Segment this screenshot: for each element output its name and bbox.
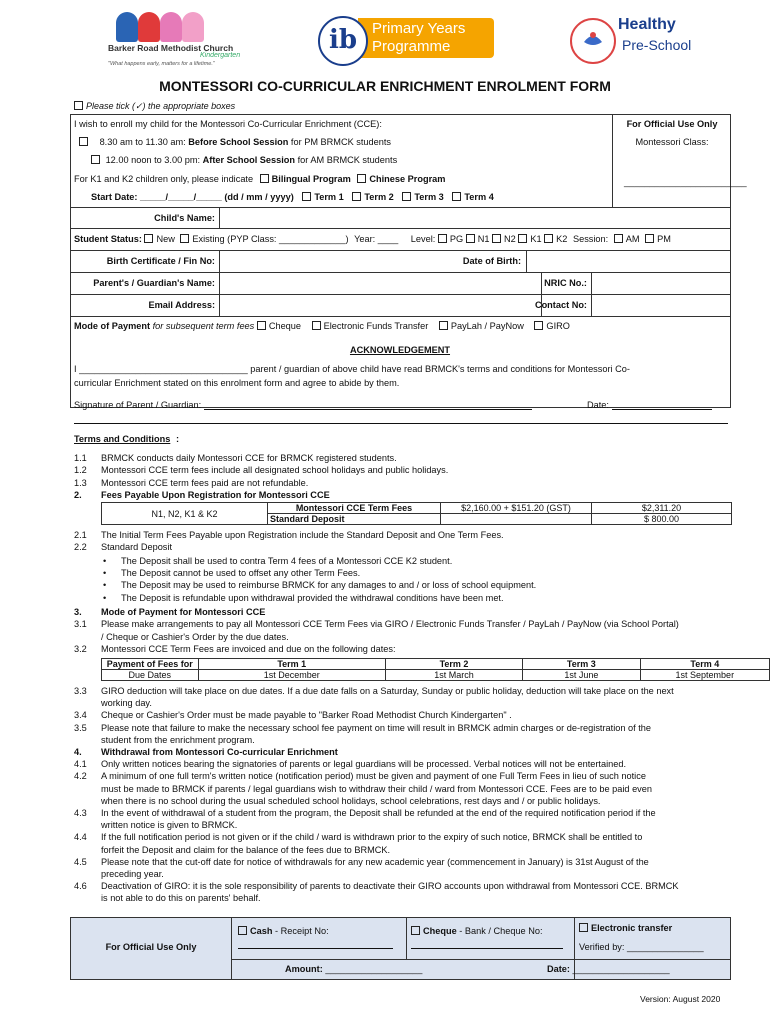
contact-label: Contact No: — [534, 300, 587, 310]
existing-label: Existing (PYP Class: _____________) — [192, 234, 349, 244]
term-number: 2.1 — [74, 530, 87, 540]
divider — [231, 959, 730, 960]
n2-label: N2 — [504, 234, 516, 244]
student-status-label: Student Status: — [74, 234, 142, 244]
am-label: AM — [625, 234, 640, 244]
term-number: 4.2 — [74, 771, 87, 782]
due-dates-table — [101, 658, 770, 681]
official-cheque-rest: - Bank / Cheque No: — [459, 926, 543, 936]
term-number: 4. — [74, 747, 82, 757]
email-label: Email Address: — [148, 300, 215, 310]
checkbox-paylah[interactable] — [439, 321, 448, 330]
brmck-name: Barker Road Methodist Church — [108, 43, 234, 53]
term-number: 1.2 — [74, 465, 87, 476]
child-figure-icon — [160, 12, 182, 42]
checkbox-cheque[interactable] — [257, 321, 266, 330]
term-number: 2. — [74, 489, 82, 500]
term-number: 4.4 — [74, 832, 87, 843]
checkbox-am[interactable] — [614, 234, 623, 243]
term-text: Only written notices bearing the signatories of parents or legal guardians will be processed. Verbal notices will not be entertained. — [101, 759, 627, 770]
term-number: 3. — [74, 607, 82, 617]
contact-field[interactable] — [595, 297, 725, 313]
due-header-cell: Term 4 — [640, 659, 769, 670]
enrol-intro: I wish to enroll my child for the Montessori Co-Curricular Enrichment (CCE): — [74, 119, 382, 129]
term-number: 4.6 — [74, 881, 87, 892]
term3-label: Term 3 — [414, 192, 444, 202]
cash-field[interactable] — [238, 940, 393, 949]
tick-note-text: Please tick (✓) the appropriate boxes — [86, 101, 236, 111]
birth-cert-label: Birth Certificate / Fin No: — [106, 256, 215, 266]
term-text: A minimum of one full term's written notice (notification period) must be given and payment of one Full Term Fees in lieu of such notice — [101, 771, 646, 782]
fee-deposit-label: Standard Deposit — [268, 514, 441, 525]
term-number: 4.1 — [74, 759, 87, 770]
term-number: 3.2 — [74, 643, 87, 654]
fee-term-total: $2,311.20 — [592, 503, 732, 514]
term-text: working day. — [101, 698, 152, 709]
eft-label: Electronic Funds Transfer — [323, 321, 429, 331]
term-text: preceding year. — [101, 869, 164, 879]
new-label: New — [156, 234, 175, 244]
verified-by[interactable]: Verified by: _______________ — [579, 942, 704, 952]
term-text: Please note that failure to make the necessary school fee payment on time will result in BRMCK admin charges or de-registration of the — [101, 722, 651, 733]
opt1-bold: Before School Session — [188, 137, 289, 147]
divider — [71, 316, 730, 317]
due-date-cell: 1st June — [523, 670, 640, 681]
term-text: Montessori CCE term fees paid are not refundable. — [101, 477, 309, 488]
due-header-cell: Term 2 — [385, 659, 522, 670]
status-line — [74, 234, 671, 244]
ib-banner — [358, 18, 494, 58]
ack-title: ACKNOWLEDGEMENT — [349, 345, 451, 355]
fee-table — [101, 502, 732, 525]
ib-line1: Primary Years — [372, 20, 466, 37]
term-number: 2.2 — [74, 542, 87, 553]
official-title: For Official Use Only — [105, 942, 197, 952]
ib-pyp-logo — [318, 14, 494, 66]
divider — [526, 250, 527, 272]
k1-label: K1 — [530, 234, 542, 244]
payment-mode-line — [74, 321, 570, 331]
divider — [71, 250, 730, 251]
checkbox-pg[interactable] — [438, 234, 447, 243]
nric-field[interactable] — [595, 275, 725, 291]
checkbox-k1[interactable] — [518, 234, 527, 243]
brmck-logo — [108, 12, 258, 68]
term-text: BRMCK conducts daily Montessori CCE for BRMCK registered students. — [101, 453, 397, 463]
parent-name-label: Parent's / Guardian's Name: — [93, 278, 215, 288]
term-text: The Initial Term Fees Payable upon Registration include the Standard Deposit and One Term Fees. — [101, 530, 504, 540]
checkbox-before-school[interactable] — [79, 137, 88, 146]
term-text: must be made to BRMCK if parents / legal guardians wish to withdraw their child / ward from Montessori CCE. Fees are to be paid even — [101, 783, 652, 794]
term-text: Standard Deposit — [101, 542, 172, 553]
checkbox-icon — [74, 101, 83, 110]
checkbox-term2[interactable] — [352, 192, 361, 201]
mop-label: Mode of Payment — [74, 321, 151, 331]
term-text: when there is no school during the usual scheduled school holidays, school celebrations, rest days and / or public holidays. — [101, 795, 601, 806]
child-figure-icon — [138, 12, 160, 42]
cheque-line — [411, 926, 543, 936]
amount-field[interactable]: Amount: ___________________ — [285, 964, 423, 974]
term-text: If the full notification period is not given or if the child / ward is withdrawn prior to the expiry of such notice, BRMCK shall be entitled to — [101, 832, 643, 843]
term-text: In the event of withdrawal of a student from the program, the Deposit shall be refunded at the end of the required notification period if the — [101, 808, 656, 818]
ack-line2: curricular Enrichment stated on this enrolment form and agree to abide by them. — [74, 378, 400, 388]
due-date-cell: 1st December — [198, 670, 385, 681]
bullet-text: The Deposit is refundable upon withdrawal provided the withdrawal conditions have been met. — [121, 592, 504, 603]
form-title: MONTESSORI CO-CURRICULAR ENRICHMENT ENROLMENT FORM — [159, 78, 611, 94]
ack-date — [587, 400, 712, 410]
bilingual-label: Bilingual Program — [271, 174, 351, 184]
divider — [71, 294, 730, 295]
divider — [71, 272, 730, 273]
opt2-rest: for AM BRMCK students — [297, 155, 398, 165]
nric-label: NRIC No.: — [544, 278, 587, 288]
fee-levels: N1, N2, K1 & K2 — [102, 503, 268, 525]
bullet-icon: • — [103, 568, 107, 579]
bullet-text: The Deposit cannot be used to offset any other Term Fees. — [121, 568, 361, 579]
term-text: Mode of Payment for Montessori CCE — [101, 607, 266, 617]
chinese-label: Chinese Program — [369, 174, 446, 184]
checkbox-term1[interactable] — [302, 192, 311, 201]
term-text: Montessori CCE Term Fees are invoiced and due on the following dates: — [101, 643, 396, 654]
ack-date-field[interactable] — [612, 409, 712, 410]
version: Version: August 2020 — [640, 994, 721, 1004]
child-figure-icon — [116, 12, 138, 42]
term4-label: Term 4 — [464, 192, 494, 202]
term-text: GIRO deduction will take place on due dates. If a due date falls on a Saturday, Sunday or public holiday, deduction will take place on the next — [101, 686, 674, 696]
fee-term-calc: $2,160.00 + $151.20 (GST) — [441, 503, 592, 514]
divider — [219, 250, 220, 316]
session-label: Session: — [572, 234, 609, 244]
start-date[interactable]: Start Date: _____/_____/_____ (dd / mm / yyyy) — [91, 192, 294, 202]
parent-name-field[interactable] — [223, 275, 537, 291]
divider — [612, 115, 613, 207]
divider — [71, 207, 730, 208]
checkbox-n1[interactable] — [466, 234, 475, 243]
healthy-seal-icon — [570, 18, 616, 64]
brmck-sub: Kindergarten — [200, 52, 241, 59]
term-number: 1.1 — [74, 453, 87, 463]
due-date-cell: 1st March — [385, 670, 522, 681]
term-text: student from the enrichment program. — [101, 734, 255, 745]
k-line: For K1 and K2 children only, please indicate — [74, 174, 254, 184]
level-label: Level: — [410, 234, 436, 244]
opt2-bold: After School Session — [202, 155, 296, 165]
term-text: Cheque or Cashier's Order must be made payable to "Barker Road Methodist Church Kindergarten" . — [101, 710, 512, 721]
checkbox-k2[interactable] — [544, 234, 553, 243]
term-number: 4.5 — [74, 856, 87, 867]
term1-label: Term 1 — [314, 192, 344, 202]
official-date-field[interactable]: Date: ___________________ — [547, 964, 670, 974]
checkbox-chinese[interactable] — [357, 174, 366, 183]
fee-deposit-total: $ 800.00 — [592, 514, 732, 525]
term-number: 3.5 — [74, 722, 87, 733]
terms-colon: : — [176, 434, 180, 444]
paylah-label: PayLah / PayNow — [450, 321, 524, 331]
divider — [591, 272, 592, 316]
healthy-preschool-logo — [570, 16, 710, 66]
checkbox-official-eft[interactable] — [579, 923, 588, 932]
hp-line1: Healthy — [618, 16, 676, 33]
term-text: is not able to do this on parents' behalf. — [101, 893, 261, 904]
term-number: 1.3 — [74, 477, 87, 488]
pm-label: PM — [657, 234, 671, 244]
k2-label: K2 — [556, 234, 568, 244]
montessori-class-label: Montessori Class: — [635, 137, 709, 147]
term-text: forfeit the Deposit and claim for the balance of the fees due to BRMCK. — [101, 844, 391, 855]
n1-label: N1 — [477, 234, 490, 244]
divider — [231, 918, 232, 979]
dob-label: Date of Birth: — [462, 256, 521, 266]
fee-term-label: Montessori CCE Term Fees — [268, 503, 441, 514]
option-after-school — [91, 155, 397, 165]
term-text: Please make arrangements to pay all Montessori CCE Term Fees via GIRO / Electronic Funds Transfer / PayLah / PayNow (via School Portal) — [101, 619, 679, 630]
separator-line — [74, 423, 728, 424]
start-date-line — [91, 192, 494, 202]
official-title-top: For Official Use Only — [626, 119, 718, 129]
term-number: 3.1 — [74, 619, 87, 630]
checkbox-after-school[interactable] — [91, 155, 100, 164]
checkbox-bilingual[interactable] — [260, 174, 269, 183]
bullet-text: The Deposit may be used to reimburse BRMCK for any damages to and / or loss of school equipment. — [121, 580, 537, 591]
mop-note: for subsequent term fees — [152, 321, 255, 331]
pg-label: PG — [449, 234, 464, 244]
due-header-cell: Term 3 — [523, 659, 640, 670]
opt2-time: 12.00 noon to 3.00 pm: — [105, 155, 201, 165]
child-figure-icon — [182, 12, 204, 42]
official-use-box — [70, 917, 731, 980]
bullet-text: The Deposit shall be used to contra Term 4 fees of a Montessori CCE K2 student. — [121, 556, 453, 566]
bullet-icon: • — [103, 580, 107, 591]
divider — [71, 228, 730, 229]
due-header-cell: Payment of Fees for — [102, 659, 199, 670]
signature-line — [74, 400, 532, 410]
hp-line2: Pre-School — [622, 37, 692, 53]
due-date-cell: Due Dates — [102, 670, 199, 681]
divider — [219, 207, 220, 228]
checkbox-official-cheque[interactable] — [411, 926, 420, 935]
year-label: Year: ____ — [354, 234, 399, 244]
cheque-label: Cheque — [268, 321, 302, 331]
term-text: Withdrawal from Montessori Co-curricular Enrichment — [101, 747, 338, 757]
terms-heading: Terms and Conditions — [74, 434, 171, 444]
ack-date-label: Date: — [587, 400, 609, 410]
term-text: Deactivation of GIRO: it is the sole responsibility of parents to deactivate their GIRO accounts upon withdrawal from Montessori CCE. BRMCK — [101, 881, 679, 892]
dob-field[interactable] — [530, 253, 725, 269]
checkbox-n2[interactable] — [492, 234, 501, 243]
divider — [406, 918, 407, 959]
official-eft-label: Electronic transfer — [591, 923, 673, 933]
bullet-icon: • — [103, 592, 107, 603]
term-text: written notice is given to BRMCK. — [101, 820, 238, 831]
eft-line — [579, 923, 672, 933]
class-blank[interactable]: ________________________ — [624, 177, 747, 187]
checkbox-term4[interactable] — [452, 192, 461, 201]
checkbox-term3[interactable] — [402, 192, 411, 201]
checkbox-giro[interactable] — [534, 321, 543, 330]
checkbox-new[interactable] — [144, 234, 153, 243]
cash-label: Cash — [250, 926, 273, 936]
brmck-motto: "What happens early, matters for a lifetime." — [108, 61, 215, 67]
cash-line — [238, 926, 329, 936]
option-before-school — [79, 137, 391, 147]
checkbox-existing[interactable] — [180, 234, 189, 243]
official-cheque-label: Cheque — [423, 926, 457, 936]
checkbox-eft[interactable] — [312, 321, 321, 330]
cheque-field[interactable] — [411, 940, 563, 949]
ib-line2: Programme — [372, 38, 451, 55]
term-text: Please note that the cut-off date for notice of withdrawals for any new academic year (commencement in January) is 31st August of the — [101, 856, 649, 867]
fee-deposit-calc — [441, 514, 592, 525]
term-number: 4.3 — [74, 808, 87, 818]
term-number: 3.4 — [74, 710, 87, 721]
ack-line1: I _________________________________ parent / guardian of above child have read BRMCK's terms and conditions for Montessori Co- — [74, 364, 630, 374]
giro-label: GIRO — [546, 321, 570, 331]
signature-field[interactable] — [204, 409, 532, 410]
child-name-label: Child's Name: — [154, 213, 215, 223]
opt1-time: 8.30 am to 11.30 am: — [99, 137, 186, 147]
program-line — [74, 174, 445, 184]
term-number: 3.3 — [74, 686, 87, 696]
checkbox-cash[interactable] — [238, 926, 247, 935]
cash-rest: - Receipt No: — [275, 926, 329, 936]
term-text: / Cheque or Cashier's Order by the due dates. — [101, 631, 289, 642]
bullet-icon: • — [103, 556, 107, 566]
signature-label: Signature of Parent / Guardian: — [74, 400, 202, 410]
tick-note — [74, 101, 235, 112]
email-field[interactable] — [223, 297, 537, 313]
opt1-rest: for PM BRMCK students — [290, 137, 391, 147]
due-date-cell: 1st September — [640, 670, 769, 681]
term-text: Montessori CCE term fees include all designated school holidays and public holidays. — [101, 465, 449, 476]
checkbox-pm[interactable] — [645, 234, 654, 243]
term-text: Fees Payable Upon Registration for Montessori CCE — [101, 489, 330, 500]
term2-label: Term 2 — [364, 192, 394, 202]
ib-circle: ib — [318, 16, 368, 66]
child-name-field[interactable] — [223, 210, 723, 226]
due-header-cell: Term 1 — [198, 659, 385, 670]
